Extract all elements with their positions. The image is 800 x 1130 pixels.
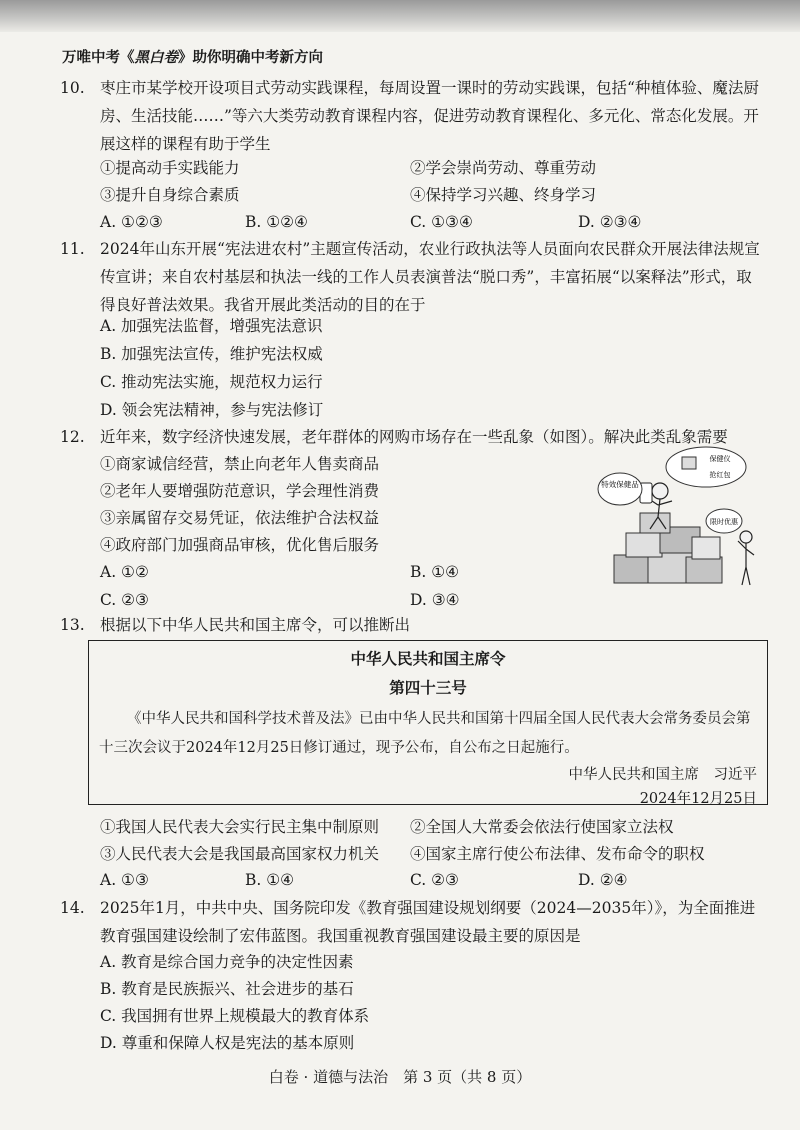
- choice-a[interactable]: A. ①③: [100, 871, 149, 889]
- statement-4: ④政府部门加强商品审核，优化售后服务: [100, 536, 380, 554]
- question-stem: 近年来，数字经济快速发展，老年群体的网购市场存在一些乱象（如图）。解决此类乱象需要: [100, 428, 728, 446]
- choice-b[interactable]: B. ①②④: [245, 213, 308, 231]
- choice-c[interactable]: C. ②③: [100, 591, 149, 609]
- choice-c[interactable]: C. ②③: [410, 871, 459, 889]
- decree-signature: 中华人民共和国主席 习近平: [568, 767, 757, 783]
- choice-d[interactable]: D. ②④: [578, 871, 628, 889]
- header-suffix: 》助你明确中考新方向: [178, 50, 323, 66]
- question-13: [60, 611, 766, 639]
- choice-d[interactable]: D. ③④: [410, 591, 460, 609]
- header-highlight: 黑白卷: [134, 50, 178, 66]
- question-number: 14.: [60, 899, 85, 917]
- choice-c[interactable]: C. 我国拥有世界上规模最大的教育体系: [100, 1007, 370, 1025]
- question-11: [60, 235, 766, 319]
- choice-c[interactable]: C. ①③④: [410, 213, 473, 231]
- page-footer: 白卷 · 道德与法治 第 3 页（共 8 页）: [268, 1068, 532, 1086]
- statement-3: ③亲属留存交易凭证，依法维护合法权益: [100, 509, 380, 527]
- choice-b[interactable]: B. ①④: [245, 871, 295, 889]
- choice-a[interactable]: A. ①②③: [100, 213, 163, 231]
- statement-2: ②学会崇尚劳动、尊重劳动: [410, 159, 597, 177]
- presidential-decree-box: [88, 640, 768, 805]
- statement-1: ①提高动手实践能力: [100, 159, 240, 177]
- statement-4: ④保持学习兴趣、终身学习: [410, 186, 597, 204]
- question-stem: 2024年山东开展“宪法进农村”主题宣传活动，农业行政执法等人员面向农民群众开展法律法规宣传宣讲；来自农村基层和执法一线的工作人员表演普法“脱口秀”，丰富拓展“以案释法”形式，取得良好普法效果。我省开展此类活动的目的在于: [100, 240, 760, 314]
- choice-d[interactable]: D. 领会宪法精神，参与宪法修订: [100, 401, 324, 419]
- statement-2: ②老年人要增强防范意识，学会理性消费: [100, 482, 380, 500]
- decree-number: 第四十三号: [389, 679, 467, 697]
- header-prefix: 万唯中考《: [62, 50, 135, 66]
- question-number: 12.: [60, 428, 85, 446]
- choice-a[interactable]: A. 加强宪法监督，增强宪法意识: [100, 317, 323, 335]
- page-header: [62, 46, 323, 67]
- scan-shadow-band: [0, 0, 800, 32]
- question-14: [60, 894, 766, 950]
- label-limited-offer: 限时优惠: [710, 518, 738, 526]
- question-stem: 枣庄市某学校开设项目式劳动实践课程，每周设置一课时的劳动实践课，包括“种植体验、魔法厨房、生活技能……”等六大类劳动教育课程内容，促进劳动教育课程化、多元化、常态化发展。开展这样的课程有助于学生: [100, 79, 759, 153]
- choice-b[interactable]: B. ①④: [410, 563, 460, 581]
- statement-4: ④国家主席行使公布法律、发布命令的职权: [410, 845, 705, 863]
- question-number: 13.: [60, 616, 85, 634]
- label-health-product: 特效保健品: [601, 480, 639, 489]
- choice-b[interactable]: B. 加强宪法宣传，维护宪法权威: [100, 345, 323, 363]
- statement-3: ③提升自身综合素质: [100, 186, 240, 204]
- decree-date: 2024年12月25日: [639, 791, 757, 807]
- question-stem: 根据以下中华人民共和国主席令，可以推断出: [100, 616, 411, 634]
- elderly-shopping-cartoon: [596, 445, 764, 595]
- question-number: 11.: [60, 240, 85, 258]
- choice-d[interactable]: D. ②③④: [578, 213, 642, 231]
- decree-title: 中华人民共和国主席令: [350, 650, 506, 668]
- choice-b[interactable]: B. 教育是民族振兴、社会进步的基石: [100, 980, 354, 998]
- statement-1: ①我国人民代表大会实行民主集中制原则: [100, 818, 380, 836]
- decree-body: 《中华人民共和国科学技术普及法》已由中华人民共和国第十四届全国人民代表大会常务委员会第十三次会议于2024年12月25日修订通过，现予公布，自公布之日起施行。: [99, 711, 751, 756]
- label-health-device: 保健仪: [709, 455, 731, 463]
- statement-1: ①商家诚信经营，禁止向老年人售卖商品: [100, 455, 380, 473]
- question-stem: 2025年1月，中共中央、国务院印发《教育强国建设规划纲要（2024—2035年）》，为全面推进教育强国建设绘制了宏伟蓝图。我国重视教育强国建设最主要的原因是: [100, 899, 756, 945]
- choice-c[interactable]: C. 推动宪法实施，规范权力运行: [100, 373, 323, 391]
- statement-2: ②全国人大常委会依法行使国家立法权: [410, 818, 674, 836]
- statement-3: ③人民代表大会是我国最高国家权力机关: [100, 845, 380, 863]
- choice-a[interactable]: A. ①②: [100, 563, 149, 581]
- choice-a[interactable]: A. 教育是综合国力竞争的决定性因素: [100, 953, 354, 971]
- label-red-packet: 抢红包: [709, 471, 731, 479]
- choice-d[interactable]: D. 尊重和保障人权是宪法的基本原则: [100, 1034, 355, 1052]
- question-10: [60, 74, 766, 158]
- question-number: 10.: [60, 79, 85, 97]
